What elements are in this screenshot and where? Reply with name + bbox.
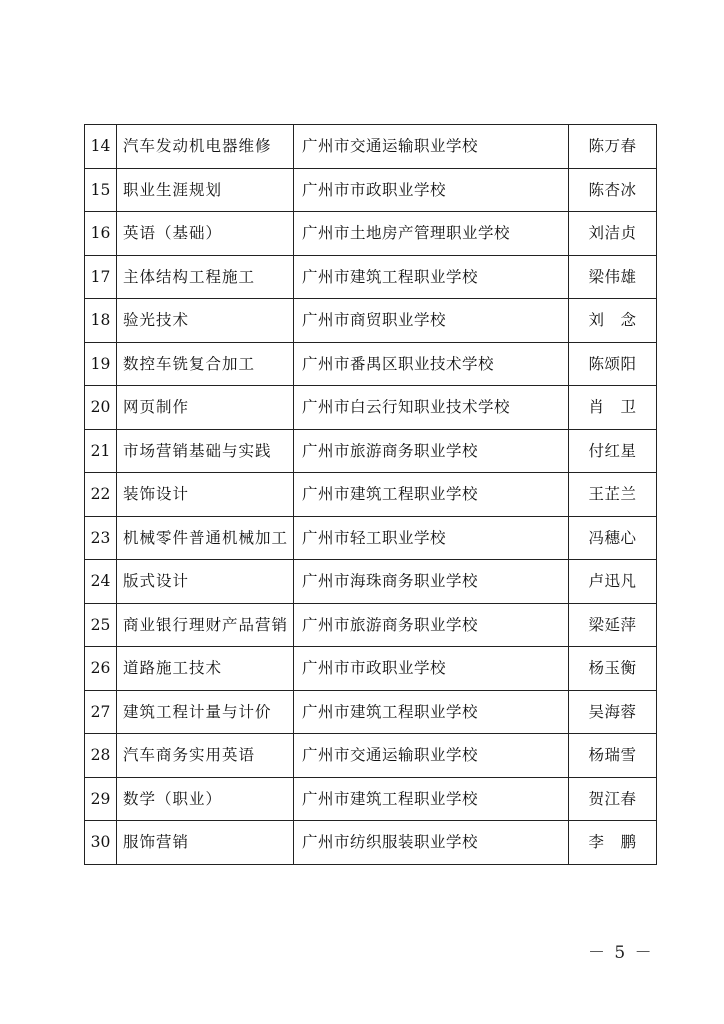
table-row: [85, 821, 657, 865]
school-name-cell: 广州市旅游商务职业学校: [294, 603, 569, 647]
school-name-cell: 广州市交通运输职业学校: [294, 125, 569, 169]
teacher-name-cell: 陈万春: [569, 125, 657, 169]
school-name-cell: 广州市旅游商务职业学校: [294, 429, 569, 473]
school-name-cell: 广州市轻工职业学校: [294, 516, 569, 560]
school-name-cell: 广州市海珠商务职业学校: [294, 560, 569, 604]
table-row: [85, 560, 657, 604]
row-number-cell: 25: [85, 603, 117, 647]
school-name-cell: 广州市建筑工程职业学校: [294, 690, 569, 734]
teacher-name-cell: 杨瑞雪: [569, 734, 657, 778]
course-name-cell: 数控车铣复合加工: [117, 342, 294, 386]
row-number-cell: 17: [85, 255, 117, 299]
row-number-cell: 26: [85, 647, 117, 691]
row-number-cell: 24: [85, 560, 117, 604]
row-number-cell: 22: [85, 473, 117, 517]
course-name-cell: 验光技术: [117, 299, 294, 343]
row-number-cell: 27: [85, 690, 117, 734]
table-row: [85, 212, 657, 256]
row-number-cell: 15: [85, 168, 117, 212]
teacher-name-cell: 冯穗心: [569, 516, 657, 560]
table-row: [85, 734, 657, 778]
teacher-name-cell: 刘洁贞: [569, 212, 657, 256]
teacher-name-cell: 梁伟雄: [569, 255, 657, 299]
school-name-cell: 广州市白云行知职业技术学校: [294, 386, 569, 430]
table-row: [85, 473, 657, 517]
course-name-cell: 道路施工技术: [117, 647, 294, 691]
teacher-name-cell: 肖 卫: [569, 386, 657, 430]
row-number-cell: 19: [85, 342, 117, 386]
table-row: [85, 342, 657, 386]
teacher-name-cell: 卢迅凡: [569, 560, 657, 604]
teacher-name-cell: 贺江春: [569, 777, 657, 821]
school-name-cell: 广州市商贸职业学校: [294, 299, 569, 343]
table-row: [85, 647, 657, 691]
teacher-name-cell: 吴海蓉: [569, 690, 657, 734]
school-name-cell: 广州市土地房产管理职业学校: [294, 212, 569, 256]
table-row: [85, 429, 657, 473]
school-name-cell: 广州市建筑工程职业学校: [294, 255, 569, 299]
row-number-cell: 14: [85, 125, 117, 169]
row-number-cell: 18: [85, 299, 117, 343]
course-name-cell: 装饰设计: [117, 473, 294, 517]
row-number-cell: 21: [85, 429, 117, 473]
teacher-name-cell: 杨玉衡: [569, 647, 657, 691]
table-row: [85, 603, 657, 647]
row-number-cell: 16: [85, 212, 117, 256]
school-name-cell: 广州市建筑工程职业学校: [294, 777, 569, 821]
teacher-name-cell: 陈杏冰: [569, 168, 657, 212]
table-row: [85, 386, 657, 430]
row-number-cell: 28: [85, 734, 117, 778]
school-name-cell: 广州市交通运输职业学校: [294, 734, 569, 778]
table-row: [85, 299, 657, 343]
course-name-cell: 机械零件普通机械加工: [117, 516, 294, 560]
teacher-name-cell: 王芷兰: [569, 473, 657, 517]
teacher-name-cell: 付红星: [569, 429, 657, 473]
page-number: － 5 －: [588, 943, 654, 963]
school-name-cell: 广州市纺织服装职业学校: [294, 821, 569, 865]
table-row: [85, 777, 657, 821]
teacher-name-cell: 刘 念: [569, 299, 657, 343]
course-name-cell: 汽车发动机电器维修: [117, 125, 294, 169]
table-row: [85, 516, 657, 560]
table-row: [85, 255, 657, 299]
course-name-cell: 网页制作: [117, 386, 294, 430]
school-name-cell: 广州市市政职业学校: [294, 168, 569, 212]
row-number-cell: 30: [85, 821, 117, 865]
course-name-cell: 版式设计: [117, 560, 294, 604]
row-number-cell: 29: [85, 777, 117, 821]
table-row: [85, 690, 657, 734]
course-name-cell: 商业银行理财产品营销: [117, 603, 294, 647]
table-body: [85, 125, 657, 865]
course-name-cell: 数学（职业）: [117, 777, 294, 821]
teacher-name-cell: 梁延萍: [569, 603, 657, 647]
teacher-name-cell: 李 鹏: [569, 821, 657, 865]
table-row: [85, 168, 657, 212]
course-name-cell: 市场营销基础与实践: [117, 429, 294, 473]
course-name-cell: 职业生涯规划: [117, 168, 294, 212]
course-name-cell: 英语（基础）: [117, 212, 294, 256]
school-name-cell: 广州市番禺区职业技术学校: [294, 342, 569, 386]
course-name-cell: 汽车商务实用英语: [117, 734, 294, 778]
course-name-cell: 主体结构工程施工: [117, 255, 294, 299]
table-row: [85, 125, 657, 169]
course-name-cell: 建筑工程计量与计价: [117, 690, 294, 734]
course-table: [84, 124, 657, 865]
school-name-cell: 广州市建筑工程职业学校: [294, 473, 569, 517]
row-number-cell: 20: [85, 386, 117, 430]
teacher-name-cell: 陈颂阳: [569, 342, 657, 386]
course-name-cell: 服饰营销: [117, 821, 294, 865]
row-number-cell: 23: [85, 516, 117, 560]
school-name-cell: 广州市市政职业学校: [294, 647, 569, 691]
